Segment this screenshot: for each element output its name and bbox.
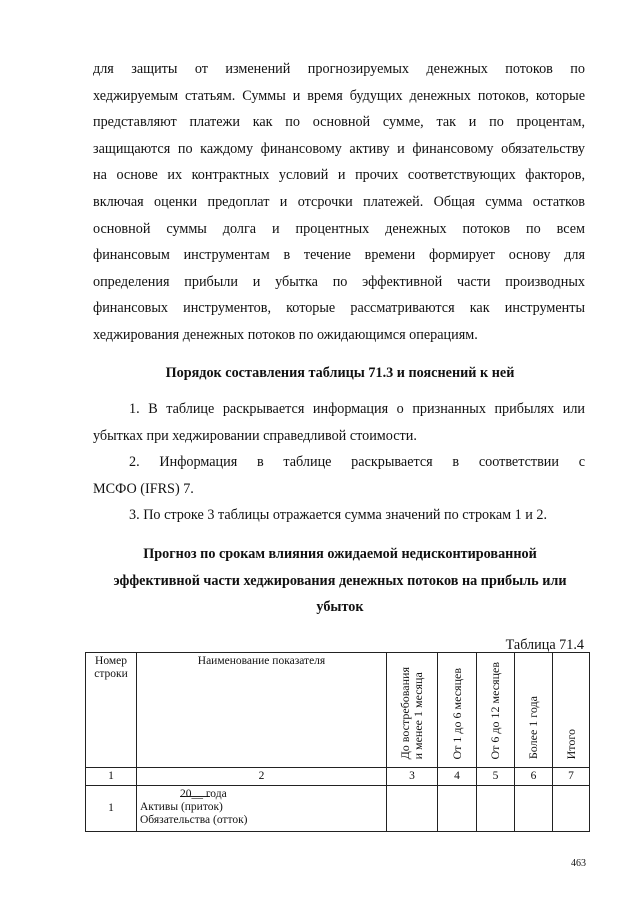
text-line: включая оценки предоплат и отсрочки платежей. Общая сумма остатков (93, 193, 585, 210)
header-6-12-months-text: От 6 до 12 месяцев (488, 661, 502, 759)
row-number: 1 (86, 786, 137, 832)
forecast-table (85, 652, 590, 832)
instruction-2-line1: 2. Информация в таблице раскрывается в соответствии с (129, 454, 585, 471)
column-number: 3 (387, 768, 438, 786)
column-number: 2 (137, 768, 387, 786)
table-cell (553, 786, 590, 832)
text-line: хеджируемым статьям. Суммы и время будущих денежных потоков, которые (93, 87, 585, 104)
table-cell (438, 786, 477, 832)
table-title (80, 541, 600, 621)
column-number-row (86, 768, 590, 786)
instructions (93, 396, 585, 529)
row-indicator (137, 786, 387, 832)
text-line: основной суммы долга и процентных денежных потоков по всем (93, 220, 585, 237)
header-over-1-year (515, 653, 553, 768)
header-row-number: Номер строки (86, 653, 137, 768)
table-title-line2: эффективной части хеджирования денежных потоков на прибыль или (113, 572, 567, 589)
header-on-demand (387, 653, 438, 768)
header-on-demand-text: До востребования и менее 1 месяца (398, 666, 425, 759)
table-row (86, 786, 590, 832)
row-year: 20__ года (180, 788, 227, 800)
table-title-line1: Прогноз по срокам влияния ожидаемой недисконтированной (143, 546, 537, 562)
table-cell (477, 786, 515, 832)
instruction-3: 3. По строке 3 таблицы отражается сумма значений по строкам 1 и 2. (129, 507, 548, 524)
intro-paragraph (93, 56, 585, 349)
instruction-1-line1: 1. В таблице раскрывается информация о признанных прибылях или (129, 401, 585, 417)
column-number: 1 (86, 768, 137, 786)
row-year-label (140, 788, 383, 801)
text-line: определения прибыли и убытка по эффективной части производных (93, 273, 585, 290)
instruction-1-line2: убытках при хеджировании справедливой стоимости. (93, 427, 417, 444)
header-1-6-months (438, 653, 477, 768)
table-cell (515, 786, 553, 832)
column-number: 5 (477, 768, 515, 786)
text-line: финансовых инструментов, которые рассматриваются как инструменты (93, 300, 585, 317)
row-item-assets: Активы (приток) (140, 801, 223, 813)
header-over-1-year-text: Более 1 года (526, 695, 540, 759)
header-1-6-months-text: От 1 до 6 месяцев (449, 667, 464, 759)
text-line: на основе их контрактных условий и прочих соответствующих факторов, (93, 167, 585, 184)
column-number: 7 (553, 768, 590, 786)
table-cell (387, 786, 438, 832)
header-total-text: Итого (563, 728, 578, 759)
text-line: хеджирования денежных потоков по ожидающимся операциям. (93, 326, 478, 343)
header-6-12-months (477, 653, 515, 768)
text-line: представляют платежи как по основной сумме, так и по процентам, (93, 114, 585, 131)
text-line: для защиты от изменений прогнозируемых денежных потоков по (93, 61, 585, 77)
header-row (86, 653, 590, 768)
row-item-liabilities: Обязательства (отток) (140, 814, 248, 826)
column-number: 6 (515, 768, 553, 786)
text-line: защищаются по каждому финансовому активу и финансовому обязательству (93, 140, 585, 157)
section-heading: Порядок составления таблицы 71.3 и пояснений к ней (165, 365, 515, 381)
table-caption: Таблица 71.4 (505, 637, 584, 653)
column-number: 4 (438, 768, 477, 786)
table-title-line3: убыток (316, 599, 364, 616)
header-indicator-name: Наименование показателя (137, 653, 387, 768)
page-number: 463 (571, 858, 586, 869)
text-line: финансовым инструментам в течение времени формирует основу для (93, 247, 585, 264)
instruction-2-line2: МСФО (IFRS) 7. (93, 480, 194, 497)
header-total (553, 653, 590, 768)
